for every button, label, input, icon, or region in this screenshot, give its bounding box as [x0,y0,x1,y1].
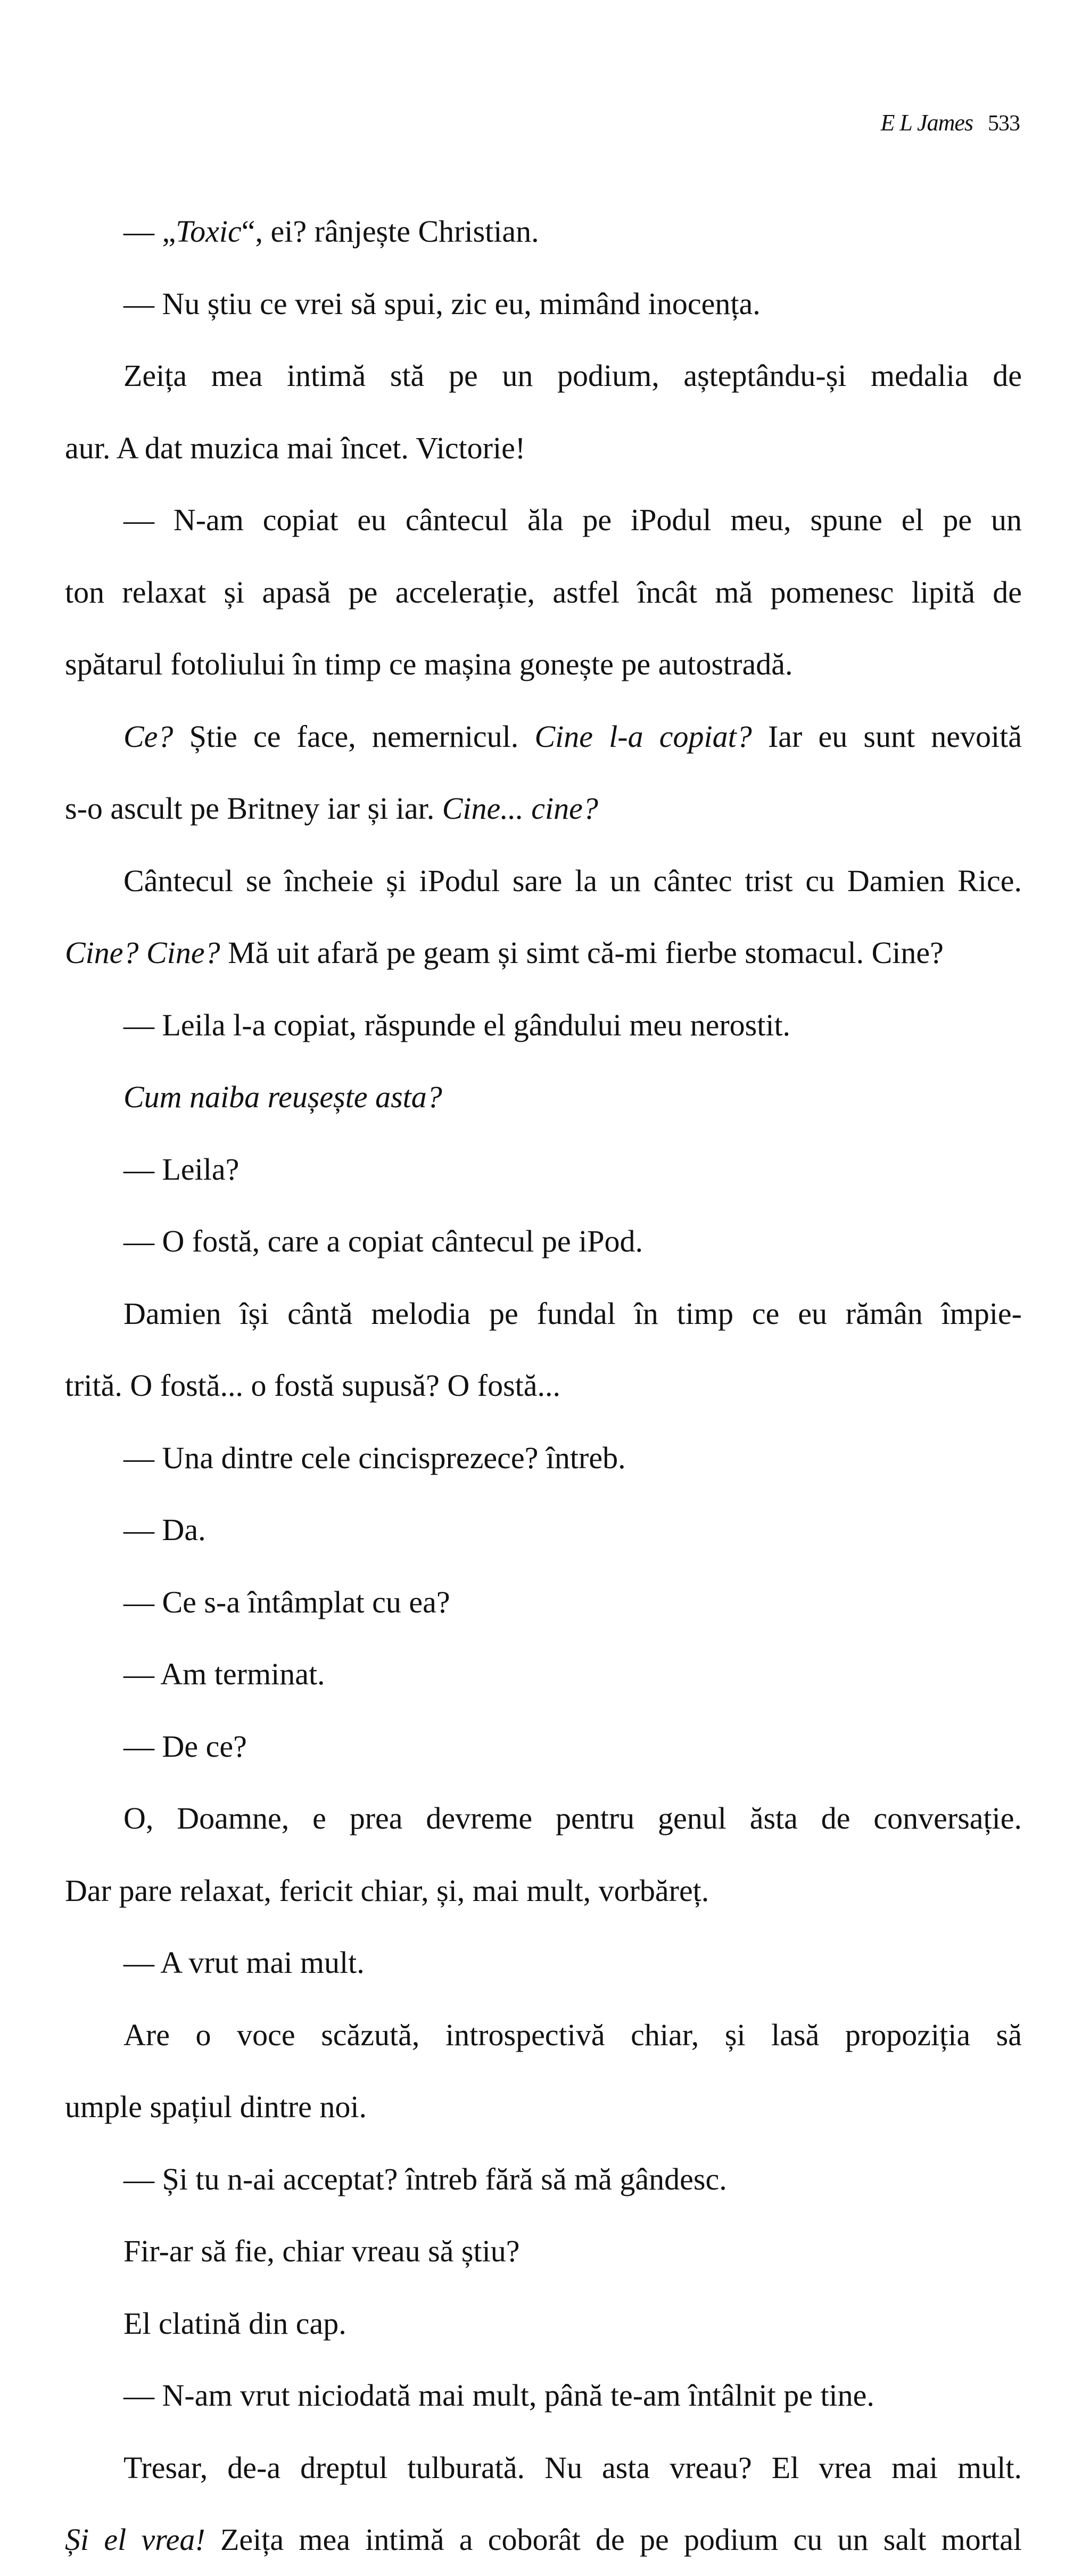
text-span: ton relaxat și apasă pe accelerație, astfel încât mă pomenesc lipită de [65,574,1022,610]
text-span: — Una dintre cele cincisprezece? întreb. [123,1440,626,1475]
text-span: Cântecul se încheie și iPodul sare la un cântec trist cu Damien Rice. [123,863,1022,898]
text-line [65,2432,1022,2504]
text-line [65,2504,1022,2576]
text-span: Dar pare relaxat, fericit chiar, și, mai mult, vorbăreț. [65,1873,709,1908]
text-line [65,484,1022,556]
text-line [65,2215,1022,2287]
text-line [65,1782,1022,1855]
text-line [65,2287,1022,2360]
text-span: El clatină din cap. [123,2306,346,2341]
text-span: “, ei? rânjește Christian. [241,214,539,249]
text-span: — Leila? [123,1151,240,1187]
text-span: — Și tu n-ai acceptat? întreb fără să mă gândesc. [123,2161,727,2196]
text-span: s-o ascult pe Britney iar și iar. [65,791,442,826]
text-span: — N-am copiat eu cântecul ăla pe iPodul meu, spune el pe un [123,503,1022,537]
running-header [880,109,1020,136]
text-line [65,1133,1022,1206]
text-line [65,1061,1022,1133]
italic-span: Și el vrea! [65,2522,205,2557]
text-span: — N-am vrut niciodată mai mult, până te-am întâlnit pe tine. [123,2378,874,2413]
text-line [65,845,1022,917]
page-number: 533 [988,111,1020,136]
text-line [65,556,1022,629]
text-line [65,1566,1022,1639]
text-span: — Leila l-a copiat, răspunde el gândului meu nerostit. [123,1007,791,1042]
text-span: Fir-ar să fie, chiar vreau să știu? [123,2234,520,2268]
header-author: E L James [880,110,973,136]
text-span: Zeița mea intimă a coborât de pe podium cu un salt mortal [205,2522,1022,2557]
text-line [65,628,1022,701]
text-line [65,1710,1022,1783]
text-line [65,1494,1022,1566]
text-span: Damien își cântă melodia pe fundal în timp ce eu rămân împie- [123,1296,1022,1331]
text-span: Iar eu sunt nevoită [752,719,1022,754]
italic-span: Toxic [176,214,242,249]
text-line [65,917,1022,989]
text-line [65,1999,1022,2071]
text-span: aur. A dat muzica mai încet. Victorie! [65,430,526,465]
text-line [65,772,1022,845]
text-line [65,268,1022,340]
text-line [65,195,1022,268]
text-line [65,1638,1022,1710]
italic-span: Cine l-a copiat? [534,719,752,754]
text-line [65,1349,1022,1422]
text-span: Mă uit afară pe geam și simt că-mi fierbe stomacul. Cine? [220,935,944,970]
body-text [65,195,1022,2576]
text-span: Zeița mea intimă stă pe un podium, așteptându-și medalia de [123,358,1022,393]
italic-span: Cum naiba reușește asta? [123,1080,442,1114]
text-span: umple spațiul dintre noi. [65,2089,367,2124]
text-line [65,340,1022,412]
text-line [65,2359,1022,2432]
text-span: — Nu știu ce vrei să spui, zic eu, mimând inocența. [123,286,761,321]
text-span: — A vrut mai mult. [123,1945,365,1980]
text-span: — „ [123,214,176,249]
text-line [65,1927,1022,1999]
text-span: — De ce? [123,1729,247,1764]
text-span: Tresar, de-a dreptul tulburată. Nu asta vreau? El vrea mai mult. [123,2450,1022,2485]
italic-span: Cine... cine? [442,791,598,826]
text-line [65,2143,1022,2216]
italic-span: Cine? Cine? [65,935,220,970]
text-span: — O fostă, care a copiat cântecul pe iPod. [123,1224,643,1258]
text-line [65,2071,1022,2143]
text-span: spătarul fotoliului în timp ce mașina gonește pe autostradă. [65,647,793,681]
text-line [65,1278,1022,1350]
text-span: trită. O fostă... o fostă supusă? O fostă... [65,1368,561,1403]
text-span: — Am terminat. [123,1657,325,1691]
text-span: Știe ce face, nemernicul. [173,719,535,754]
text-line [65,989,1022,1061]
text-line [65,701,1022,773]
text-span: Are o voce scăzută, introspectivă chiar, și lasă propoziția să [123,2017,1022,2052]
italic-span: Ce? [123,719,174,754]
text-line [65,1205,1022,1278]
text-line [65,1855,1022,1927]
text-span: O, Doamne, e prea devreme pentru genul ăsta de conversație. [123,1801,1022,1836]
text-span: — Ce s-a întâmplat cu ea? [123,1584,450,1619]
text-line [65,412,1022,484]
text-line [65,1422,1022,1494]
text-span: — Da. [123,1512,206,1547]
